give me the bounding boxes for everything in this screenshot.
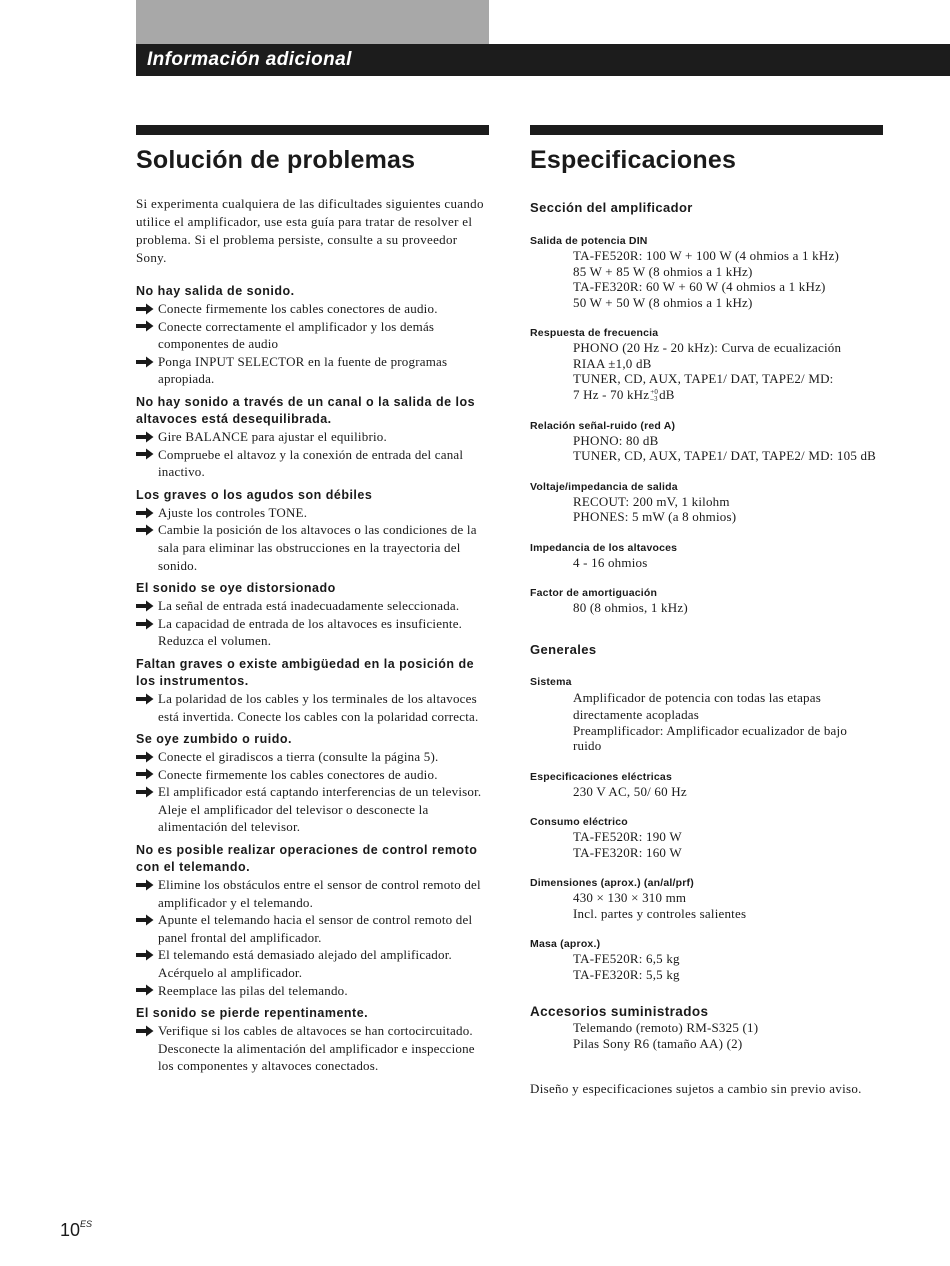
arrow-right-icon [136, 748, 158, 766]
solution-item [136, 615, 489, 650]
problem-block [136, 487, 489, 574]
spec-label: Impedancia de los altavoces [530, 541, 678, 554]
arrow-right-icon [136, 690, 158, 708]
accessories-title: Accesorios suministrados [530, 1004, 709, 1020]
spec-line: 4 - 16 ohmios [573, 554, 648, 570]
accessory-line: Telemando (remoto) RM-S325 (1) [573, 1020, 759, 1036]
solution-text: Apunte el telemando hacia el sensor de control remoto del panel frontal del amplificador. [158, 912, 473, 945]
problem-block [136, 580, 489, 650]
general-section-title: Generales [530, 641, 597, 657]
tolerance-stack [650, 389, 658, 403]
spec-label: Factor de amortiguación [530, 587, 658, 600]
spec-line: 85 W + 85 W (8 ohmios a 1 kHz) [573, 263, 753, 279]
problem-block [136, 731, 489, 836]
tolerance-plus: +0 [650, 387, 659, 396]
tolerance-minus: –3 [650, 394, 658, 403]
spec-line: PHONES: 5 mW (a 8 ohmios) [573, 509, 737, 525]
solution-text: Conecte correctamente el amplificador y los demás componentes de audio [158, 318, 435, 352]
spec-item [530, 876, 883, 921]
problem-title: No hay sonido a través de un canal o la salida de los altavoces está desequilibrada. [136, 394, 476, 426]
spec-line: 430 × 130 × 310 mm [573, 890, 687, 906]
spec-label: Consumo eléctrico [530, 816, 628, 829]
spec-label: Masa (aprox.) [530, 938, 601, 951]
spec-line: Preamplificador: Amplificador ecualizador de bajo [573, 722, 848, 738]
problem-block [136, 1005, 489, 1075]
problem-title: Los graves o los agudos son débiles [136, 487, 373, 502]
solution-item [136, 876, 489, 911]
spec-line: 50 W + 50 W (8 ohmios a 1 kHz) [573, 294, 753, 310]
spec-line: RECOUT: 200 mV, 1 kilohm [573, 493, 730, 509]
arrow-right-icon [136, 982, 158, 1000]
spec-line: RIAA ±1,0 dB [573, 355, 652, 371]
spec-item [530, 480, 883, 525]
troubleshooting-title: Solución de problemas [136, 146, 416, 174]
page-number [60, 1219, 92, 1241]
solution-item [136, 428, 489, 446]
troubleshooting-intro: Si experimenta cualquiera de las dificultades siguientes cuando utilice el amplificador, use esta guía para tratar de resolver el problema. Si el problema persiste, consulte a su proveedor Sony. [136, 196, 484, 265]
solution-text: Elimine los obstáculos entre el sensor de control remoto del amplificador y el telemando. [158, 877, 481, 910]
solution-text: El telemando está demasiado alejado del amplificador. Acérquelo al amplificador. [158, 947, 452, 981]
page-number-value: 10 [60, 1220, 81, 1240]
solution-item [136, 300, 489, 318]
spec-label: Salida de potencia DIN [530, 235, 648, 247]
spec-line: TA-FE520R: 100 W + 100 W (4 ohmios a 1 kHz) [573, 248, 839, 263]
spec-line: Amplificador de potencia con todas las etapas [573, 689, 821, 705]
solution-item [136, 504, 489, 522]
problem-title: No es posible realizar operaciones de control remoto con el telemando. [136, 843, 478, 875]
spec-item [530, 586, 883, 616]
solution-item [136, 446, 489, 481]
header-title: Información adicional [147, 49, 352, 70]
arrow-right-icon [136, 766, 158, 784]
spec-line-text: 7 Hz - 70 kHz [573, 386, 650, 402]
spec-line: 230 V AC, 50/ 60 Hz [573, 783, 687, 799]
spec-label: Sistema [530, 675, 572, 688]
spec-line: Incl. partes y controles salientes [573, 905, 747, 921]
solution-text: Conecte firmemente los cables conectores de audio. [158, 301, 438, 316]
solution-text: Ponga INPUT SELECTOR en la fuente de programas apropiada. [158, 353, 448, 387]
arrow-right-icon [136, 318, 158, 336]
specifications-column [530, 125, 883, 1097]
solution-text: Conecte firmemente los cables conectores de audio. [158, 766, 438, 782]
spec-line: TA-FE320R: 5,5 kg [573, 966, 680, 982]
spec-line: PHONO: 80 dB [573, 432, 659, 448]
problem-block [136, 656, 489, 725]
arrow-right-icon [136, 615, 158, 633]
spec-line: directamente acopladas [573, 706, 700, 722]
solution-text: El amplificador está captando interferencias de un televisor. Aleje el amplificador del televisor o desconecte la alimentación del televisor. [158, 784, 482, 835]
spec-line-with-tolerance [530, 387, 883, 403]
spec-item [530, 675, 883, 754]
spec-item [530, 770, 883, 800]
specifications-footnote: Diseño y especificaciones sujetos a cambio sin previo aviso. [530, 1081, 862, 1097]
tolerance-unit: dB [659, 386, 675, 402]
spec-line: ruido [573, 738, 602, 754]
problem-block [136, 842, 489, 999]
problem-title: El sonido se oye distorsionado [136, 581, 336, 596]
solution-text: La capacidad de entrada de los altavoces es insuficiente. Reduzca el volumen. [158, 615, 463, 649]
solution-text: Gire BALANCE para ajustar el equilibrio. [158, 428, 387, 444]
arrow-right-icon [136, 946, 158, 964]
solution-item [136, 748, 489, 766]
solution-item [136, 766, 489, 784]
header-gray-block [136, 0, 489, 44]
solution-item [136, 521, 489, 574]
arrow-right-icon [136, 428, 158, 446]
spec-line: TA-FE320R: 160 W [573, 844, 682, 860]
arrow-right-icon [136, 876, 158, 894]
solution-item [136, 783, 489, 836]
problem-block [136, 394, 489, 481]
problem-title: Faltan graves o existe ambigüedad en la posición de los instrumentos. [136, 656, 475, 688]
solution-item [136, 1022, 489, 1075]
arrow-right-icon [136, 300, 158, 318]
problem-title: Se oye zumbido o ruido. [136, 732, 292, 747]
solution-text: La polaridad de los cables y los terminales de los altavoces está invertida. Conecte los cables con la polaridad correcta. [158, 690, 479, 724]
solution-item [136, 690, 489, 725]
solution-text: Reemplace las pilas del telemando. [158, 982, 348, 998]
troubleshooting-column [136, 125, 489, 1081]
section-rule [136, 125, 489, 135]
spec-line: TUNER, CD, AUX, TAPE1/ DAT, TAPE2/ MD: 105 dB [573, 448, 877, 464]
spec-label: Voltaje/impedancia de salida [530, 480, 678, 493]
amp-section-title: Sección del amplificador [530, 200, 693, 215]
spec-item [530, 419, 883, 464]
solution-text: Cambie la posición de los altavoces o las condiciones de la sala para eliminar las obstrucciones en la trayectoria del sonido. [158, 522, 477, 573]
spec-item [530, 234, 883, 310]
arrow-right-icon [136, 1022, 158, 1040]
problem-title: No hay salida de sonido. [136, 284, 295, 298]
spec-item [530, 815, 883, 860]
arrow-right-icon [136, 504, 158, 522]
problem-list [136, 283, 489, 1075]
problem-block [136, 283, 489, 388]
arrow-right-icon [136, 446, 158, 464]
solution-item [136, 597, 489, 615]
page-language-suffix: ES [80, 1219, 93, 1229]
spec-line: PHONO (20 Hz - 20 kHz): Curva de ecualización [573, 340, 842, 355]
section-rule [530, 125, 883, 135]
solution-text: La señal de entrada está inadecuadamente seleccionada. [158, 598, 460, 614]
solution-text: Compruebe el altavoz y la conexión de entrada del canal inactivo. [158, 446, 464, 480]
solution-text: Conecte el giradiscos a tierra (consulte la página 5). [158, 749, 439, 765]
spec-line: TA-FE520R: 6,5 kg [573, 951, 680, 967]
arrow-right-icon [136, 521, 158, 539]
arrow-right-icon [136, 597, 158, 615]
spec-line: 80 (8 ohmios, 1 kHz) [573, 600, 688, 616]
solution-item [136, 946, 489, 981]
spec-label: Dimensiones (aprox.) (an/al/prf) [530, 877, 694, 890]
spec-item [530, 541, 883, 571]
spec-line: TA-FE520R: 190 W [573, 829, 682, 845]
solution-text: Ajuste los controles TONE. [158, 504, 308, 520]
arrow-right-icon [136, 911, 158, 929]
spec-label: Relación señal-ruido (red A) [530, 419, 676, 432]
solution-item [136, 982, 489, 1000]
spec-item [530, 326, 883, 403]
solution-text: Verifique si los cables de altavoces se han cortocircuitado. Desconecte la alimentación del amplificador e inspeccione los componentes y altavoces conectados. [158, 1023, 475, 1074]
spec-line: TA-FE320R: 60 W + 60 W (4 ohmios a 1 kHz) [573, 279, 826, 294]
spec-label: Respuesta de frecuencia [530, 327, 659, 339]
specifications-title: Especificaciones [530, 146, 737, 174]
accessory-line: Pilas Sony R6 (tamaño AA) (2) [573, 1035, 743, 1051]
arrow-right-icon [136, 353, 158, 371]
spec-item [530, 937, 883, 982]
spec-line: TUNER, CD, AUX, TAPE1/ DAT, TAPE2/ MD: [573, 371, 834, 386]
arrow-right-icon [136, 783, 158, 801]
solution-item [136, 911, 489, 946]
solution-item [136, 353, 489, 388]
problem-title: El sonido se pierde repentinamente. [136, 1006, 369, 1021]
solution-item [136, 318, 489, 353]
spec-label: Especificaciones eléctricas [530, 770, 672, 783]
